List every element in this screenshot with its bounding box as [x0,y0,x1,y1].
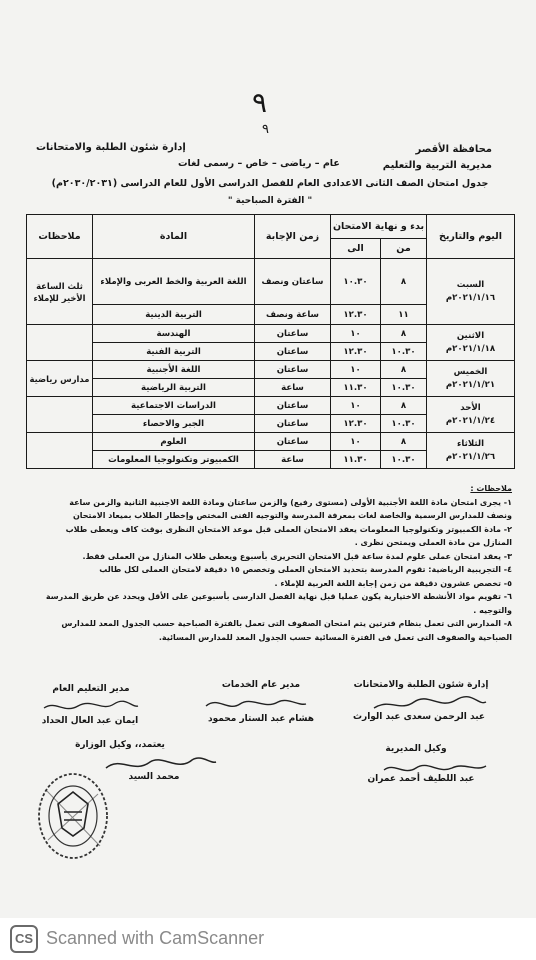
exam-schedule-table [26,214,515,469]
note-line: ٨- المدارس التى تعمل بنظام فترتين يتم امتحان الصفوف التى تعمل بالفترة الصباحية حسب الجدول المعد للمدارس [61,619,512,628]
day-date: ٢٠٢١/١/٢١م [445,379,496,390]
to-cell: ١٠.٣٠ [331,259,381,305]
duration-cell: ساعتان [255,325,331,343]
subject-cell: التربية الفنية [93,343,255,361]
signature-services-name: هشام عبد الستار محمود [207,714,314,724]
camscanner-logo-icon: CS [10,925,38,953]
signature-education-title: مدير التعليم العام [52,684,130,694]
subject-cell: الهندسة [93,325,255,343]
duration-cell: ساعتان [255,415,331,433]
from-cell: ٨ [381,325,427,343]
day-date: ٢٠٢١/١/١٨م [445,343,496,354]
from-cell: ٨ [381,259,427,305]
note-line: ونصف للمدارس الرسمية والخاصة لغات بمعرفة المدرسة والتوجيه الفنى المختص وإخطار الطلاب بميعاد الامتحان [72,511,512,520]
signature-education-name: ايمان عبد العال الحداد [41,716,139,726]
note-line: ١- يجرى امتحان مادة اللغة الأجنبية الأولى (مستوى رفيع) والزمن ساعتان ومادة اللغة الاجنبية الثانية والزمن ساعة [69,497,512,507]
subject-cell: العلوم [93,433,255,451]
to-cell: ١٠ [331,325,381,343]
subject-cell: اللغة الأجنبية [93,361,255,379]
subject-cell: الدراسات الاجتماعية [93,397,255,415]
signature-approve-title: يعتمد،، وكيل الوزارة [75,740,165,750]
subject-cell: الجبر والاحصاء [93,415,255,433]
to-cell: ١١.٣٠ [331,451,381,469]
school-types: عام – رياضى – خاص – رسمى لغات [178,158,340,169]
table-row [27,325,515,343]
notes-section [20,482,512,644]
day-name: الاثنين [456,330,485,341]
duration-cell: ساعتان [255,433,331,451]
signature-dept-title: إدارة شئون الطلبة والامتحانات [353,680,489,690]
to-cell: ١٠ [331,397,381,415]
note-cell: ثلث الساعة الأخير للإملاء [27,259,93,325]
duration-cell: ساعة [255,451,331,469]
from-cell: ١٠.٣٠ [381,343,427,361]
day-cell [427,361,515,397]
note-line: ٤- التجريبية الرياضية: تقوم المدرسة بتحديد الامتحان العملى وتخصص ١٥ دقيقة لامتحان العملى لكل طالب [99,565,512,574]
note-line: الصباحية والصفوف التى تعمل فى الفترة المسائية حسب الجدول المعد للمدارس المسائية. [158,632,512,642]
to-cell: ١٠ [331,361,381,379]
scanner-label: Scanned with CamScanner [46,928,265,948]
table-row [27,397,515,415]
directorate: مديرية التربية والتعليم [382,160,492,171]
header-day-date: اليوم والتاريخ [427,215,515,259]
day-cell [427,397,515,433]
header-duration: زمن الإجابة [255,215,331,259]
page-number: ٩ [252,86,268,119]
from-cell: ١٠.٣٠ [381,415,427,433]
signature-deputy-title: وكيل المديرية [385,744,447,754]
from-cell: ١٠.٣٠ [381,379,427,397]
note-line: ٢- مادة الكمبيوتر وتكنولوجيا المعلومات يعقد الامتحان العملى قبل موعد الامتحان النظرى بوقت كاف ويعطى طلاب [65,524,512,534]
subject-cell: اللغة العربية والخط العربى والإملاء [93,259,255,305]
signature-scribble [40,698,140,716]
day-name: الثلاثاء [456,438,485,449]
to-cell: ١٠ [331,433,381,451]
note-cell [27,397,93,433]
official-seal-icon [34,770,112,862]
department-header: إدارة شئون الطلبة والامتحانات [36,142,186,153]
day-name: الخميس [453,366,488,377]
note-line: ٥- تخصص عشرون دقيقة من زمن إجابة اللغة العربية للإملاء . [274,578,512,588]
note-line: ٣- يعقد امتحان عملى علوم لمدة ساعة قبل الامتحان التحريرى بأسبوع ويعطى طلاب المنازل من العملى فقط. [82,551,512,561]
note-cell: مدارس رياضية [27,361,93,397]
note-line: ٦- تقويم مواد الأنشطة الاختيارية يكون عمليا قبل نهاية الفصل الدارسى بأسبوعين على الأقل ويحدد عن طريق المدرسة [45,592,512,601]
to-cell: ١٢.٣٠ [331,415,381,433]
governorate: محافظة الأقصر [415,144,492,155]
note-line: المنازل من مادة العملى ويمتحن نظرى . [354,538,512,547]
to-cell: ١٢.٣٠ [331,305,381,325]
note-cell [27,433,93,469]
day-cell [427,433,515,469]
header-right [383,142,492,174]
notes-heading: ملاحظات : [470,484,512,493]
signature-dept-name: عبد الرحمن سعدى عبد الوارث [352,712,486,722]
to-cell: ١١.٣٠ [331,379,381,397]
signature-scribble [370,694,490,714]
subject-cell: التربية الدينية [93,305,255,325]
duration-cell: ساعتان ونصف [255,259,331,305]
from-cell: ١١ [381,305,427,325]
subject-cell: الكمبيوتر وتكنولوجيا المعلومات [93,451,255,469]
note-line: والتوجيه . [473,605,512,615]
subject-cell: التربية الرياضية [93,379,255,397]
document-title: جدول امتحان الصف الثانى الاعدادى العام للفصل الدراسى الأول للعام الدراسى (٢٠٣٠/٢٠٣١م) [51,178,489,189]
signature-scribble [200,694,310,714]
header-subject: المادة [93,215,255,259]
table-row [27,259,515,305]
page-mark: ٩ [262,122,269,137]
day-name: الأحد [460,402,481,413]
duration-cell: ساعتان [255,361,331,379]
signature-approve-name: محمد السيد [128,772,180,782]
day-cell [427,259,515,325]
duration-cell: ساعة [255,379,331,397]
header-from: من [381,239,427,259]
day-date: ٢٠٢١/١/١٦م [445,292,496,303]
header-start-end: بدء و نهاية الامتحان [331,215,427,239]
period-label: " الفترة الصباحية " [227,196,313,206]
header-notes: ملاحظات [27,215,93,259]
table-row [27,433,515,451]
day-date: ٢٠٢١/١/٢٤م [445,415,496,426]
table-row [27,361,515,379]
duration-cell: ساعة ونصف [255,305,331,325]
header-to: الى [331,239,381,259]
to-cell: ١٢.٣٠ [331,343,381,361]
note-cell [27,325,93,361]
from-cell: ٨ [381,397,427,415]
day-cell [427,325,515,361]
from-cell: ١٠.٣٠ [381,451,427,469]
from-cell: ٨ [381,433,427,451]
signature-deputy-name: عبد اللطيف أحمد عمران [367,774,475,784]
duration-cell: ساعتان [255,397,331,415]
from-cell: ٨ [381,361,427,379]
signature-services-title: مدير عام الخدمات [221,680,301,690]
duration-cell: ساعتان [255,343,331,361]
day-date: ٢٠٢١/١/٢٦م [445,451,496,462]
day-name: السبت [456,279,485,290]
